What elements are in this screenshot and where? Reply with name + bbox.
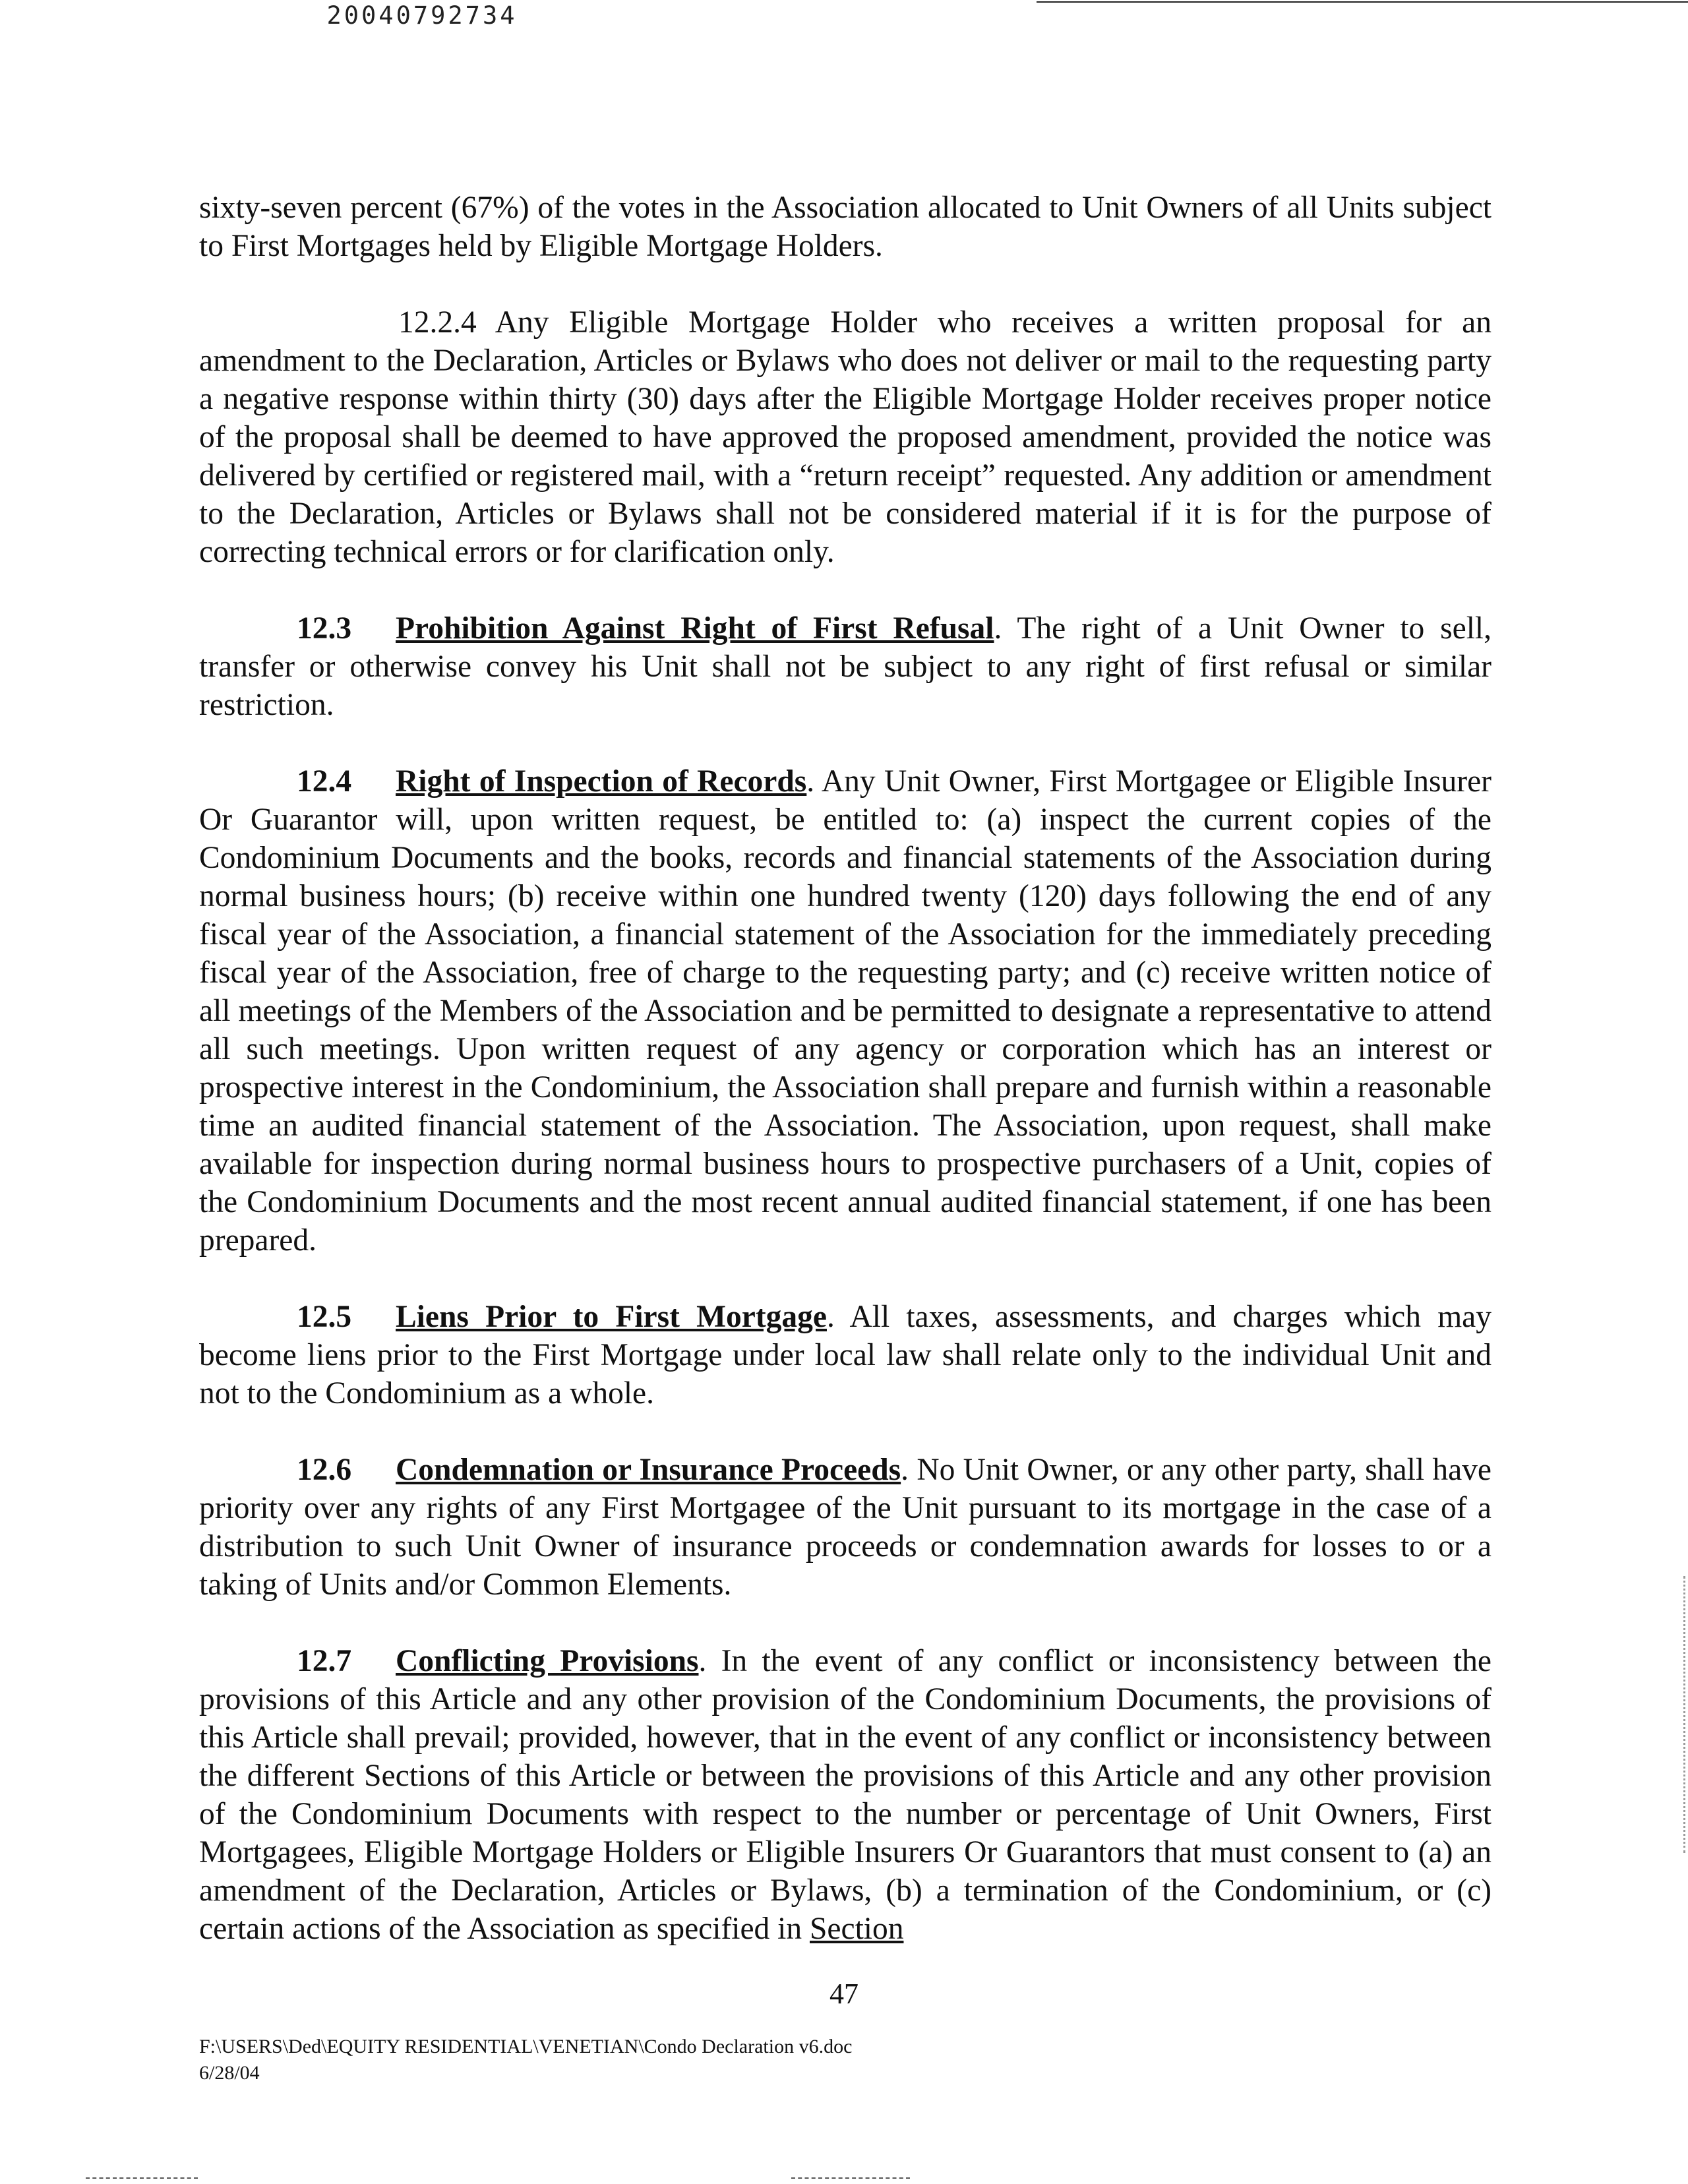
section-title: Condemnation or Insurance Proceeds [396,1453,901,1487]
section-title: Prohibition Against Right of First Refusal [396,611,994,646]
section-text: . No Unit Owner, or any other party, shall have priority over any rights of any First Mortgagee of the Unit pursuant to its mortgage in the case of a distribution to such Unit Owner of insurance proceeds or condemnation awards for losses to or a taking of Units and/or Common Elements. [199,1453,1492,1602]
section-title: Conflicting Provisions [396,1644,699,1678]
paragraph-12-2-4: 12.2.4 Any Eligible Mortgage Holder who receives a written proposal for an amendment to the Declaration, Articles or Bylaws who does not deliver or mail to the requesting party a negative response within thirty (30) days after the Eligible Mortgage Holder receives proper notice of the proposal shall be deemed to have approved the proposed amendment, provided the notice was delivered by certified or registered mail, with a “return receipt” requested. Any addition or amendment to the Declaration, Articles or Bylaws shall not be considered material if it is for the purpose of correcting technical errors or for clarification only. [199,305,1492,569]
scan-bottom-marks [86,2177,198,2180]
section-text: . All taxes, assessments, and charges which may become liens prior to the First Mortgage under local law shall relate only to the individual Unit and not to the Condominium as a whole. [199,1300,1492,1410]
footer-date: 6/28/04 [199,2062,260,2084]
paragraph-continuation: sixty-seven percent (67%) of the votes in the Association allocated to Unit Owners of all Units subject to First Mortgages held by Eligible Mortgage Holders. [199,191,1492,263]
section-number: 12.7 [297,1644,352,1678]
document-body [199,189,1492,1986]
scan-bottom-marks [791,2177,910,2180]
section-12-5 [199,1298,1492,1412]
section-12-3 [199,609,1492,724]
top-rule-divider [1037,1,1688,3]
section-number: 12.5 [297,1300,352,1334]
section-12-7 [199,1642,1492,1948]
document-number: 20040792734 [326,1,518,30]
document-footer [199,2034,852,2086]
section-number: 12.4 [297,764,352,799]
section-title: Right of Inspection of Records [396,764,807,799]
section-text: . Any Unit Owner, First Mortgagee or Eligible Insurer Or Guarantor will, upon written request, be entitled to: (a) inspect the current copies of the Condominium Documents and the books, records and financial statements of the Association during normal business hours; (b) receive within one hundred twenty (120) days following the end of any fiscal year of the Association, a financial statement of the Association for the immediately preceding fiscal year of the Association, free of charge to the requesting party; and (c) receive written notice of all meetings of the Members of the Association and be permitted to designate a representative to attend all such meetings. Upon written request of any agency or corporation which has an interest or prospective interest in the Condominium, the Association shall prepare and furnish within a reasonable time an audited financial statement of the Association. The Association, upon request, shall make available for inspection during normal business hours to prospective purchasers of a Unit, copies of the Condominium Documents and the most recent annual audited financial statement, if one has been prepared. [199,764,1492,1258]
footer-file-path: F:\USERS\Ded\EQUITY RESIDENTIAL\VENETIAN\Condo Declaration v6.doc [199,2036,853,2057]
section-text: . In the event of any conflict or inconsistency between the provisions of this Article and any other provision of the Condominium Documents, the provisions of this Article shall prevail; provided, however, that in the event of any conflict or inconsistency between the different Sections of this Article or between the provisions of this Article and any other provision of the Condominium Documents with respect to the number or percentage of Unit Owners, First Mortgagees, Eligible Mortgage Holders or Eligible Insurers Or Guarantors that must consent to (a) an amendment of the Declaration, Articles or Bylaws, (b) a termination of the Condominium, or (c) certain actions of the Association as specified in [199,1644,1492,1946]
section-number: 12.6 [297,1453,352,1487]
section-12-4 [199,762,1492,1259]
section-text: . The right of a Unit Owner to sell, transfer or otherwise convey his Unit shall not be subject to any right of first refusal or similar restriction. [199,611,1492,722]
section-number: 12.3 [297,611,352,646]
section-12-6 [199,1451,1492,1604]
section-reference-link: Section [809,1912,904,1946]
section-title: Liens Prior to First Mortgage [396,1300,827,1334]
page-number: 47 [829,1978,859,2010]
scan-margin-marks [1683,1576,1687,1853]
